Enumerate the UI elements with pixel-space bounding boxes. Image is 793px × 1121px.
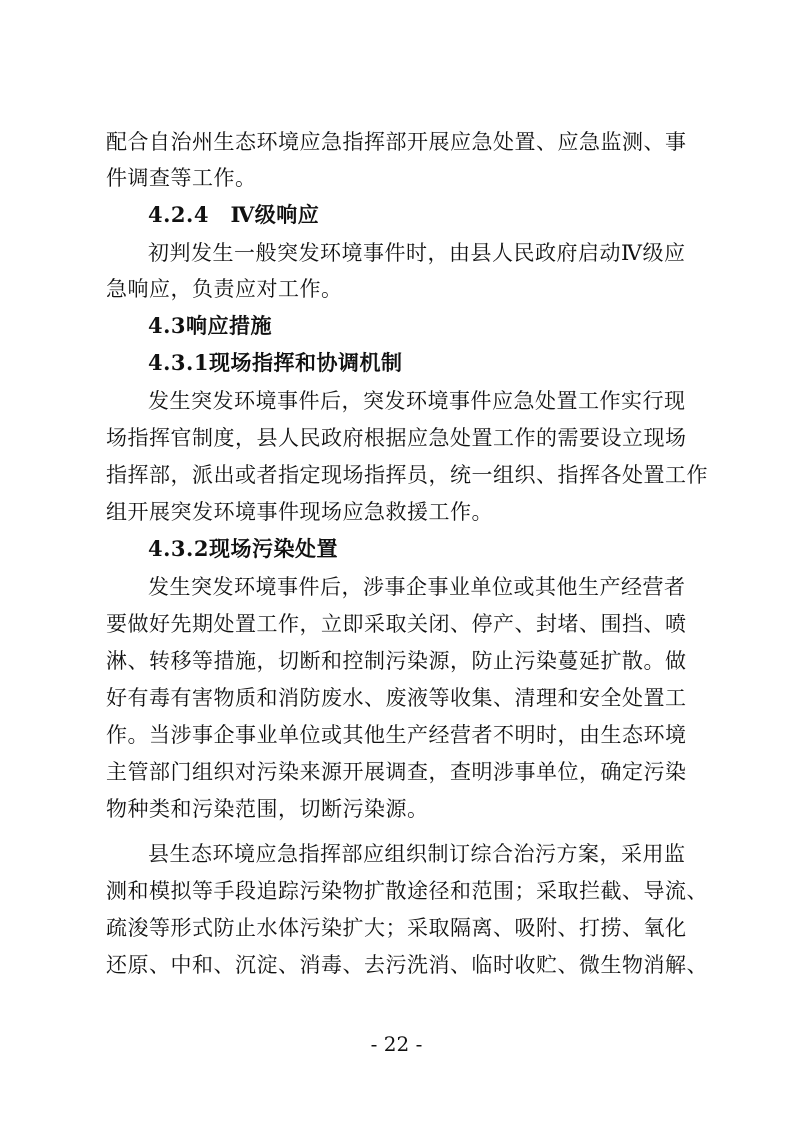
body-line: 要做好先期处置工作，立即采取关闭、停产、封堵、围挡、喷 bbox=[106, 612, 687, 636]
section-heading: 4.3响应措施 bbox=[148, 313, 273, 338]
body-line: 件调查等工作。 bbox=[106, 166, 257, 190]
body-line: 主管部门组织对污染来源开展调查，查明涉事单位，确定污染 bbox=[106, 760, 687, 784]
section-heading: 4.3.2现场污染处置 bbox=[148, 536, 338, 561]
body-line: 物种类和污染范围，切断污染源。 bbox=[106, 797, 429, 821]
body-line: 发生突发环境事件后，涉事企事业单位或其他生产经营者 bbox=[148, 575, 686, 599]
body-line: 场指挥官制度，县人民政府根据应急处置工作的需要设立现场 bbox=[106, 426, 687, 450]
section-heading: 4.2.4 Ⅳ级响应 bbox=[148, 202, 320, 227]
body-line: 疏浚等形式防止水体污染扩大；采取隔离、吸附、打捞、氧化 bbox=[106, 916, 687, 940]
body-line: 急响应，负责应对工作。 bbox=[106, 277, 343, 301]
body-line: 县生态环境应急指挥部应组织制订综合治污方案，采用监 bbox=[148, 842, 686, 866]
body-line: 指挥部，派出或者指定现场指挥员，统一组织、指挥各处置工作 bbox=[106, 463, 708, 487]
body-line: 发生突发环境事件后，突发环境事件应急处置工作实行现 bbox=[148, 389, 686, 413]
section-heading: 4.3.1现场指挥和协调机制 bbox=[148, 350, 403, 375]
body-line: 作。当涉事企事业单位或其他生产经营者不明时，由生态环境 bbox=[106, 723, 687, 747]
body-line: 还原、中和、沉淀、消毒、去污洗消、临时收贮、微生物消解、 bbox=[106, 953, 708, 977]
body-line: 初判发生一般突发环境事件时，由县人民政府启动Ⅳ级应 bbox=[148, 241, 686, 265]
body-line: 组开展突发环境事件现场应急救援工作。 bbox=[106, 500, 493, 524]
body-line: 配合自治州生态环境应急指挥部开展应急处置、应急监测、事 bbox=[106, 130, 687, 154]
body-line: 好有毒有害物质和消防废水、废液等收集、清理和安全处置工 bbox=[106, 686, 687, 710]
body-line: 淋、转移等措施，切断和控制污染源，防止污染蔓延扩散。做 bbox=[106, 649, 687, 673]
body-line: 测和模拟等手段追踪污染物扩散途径和范围；采取拦截、导流、 bbox=[106, 879, 708, 903]
page-number: - 22 - bbox=[370, 1032, 423, 1056]
